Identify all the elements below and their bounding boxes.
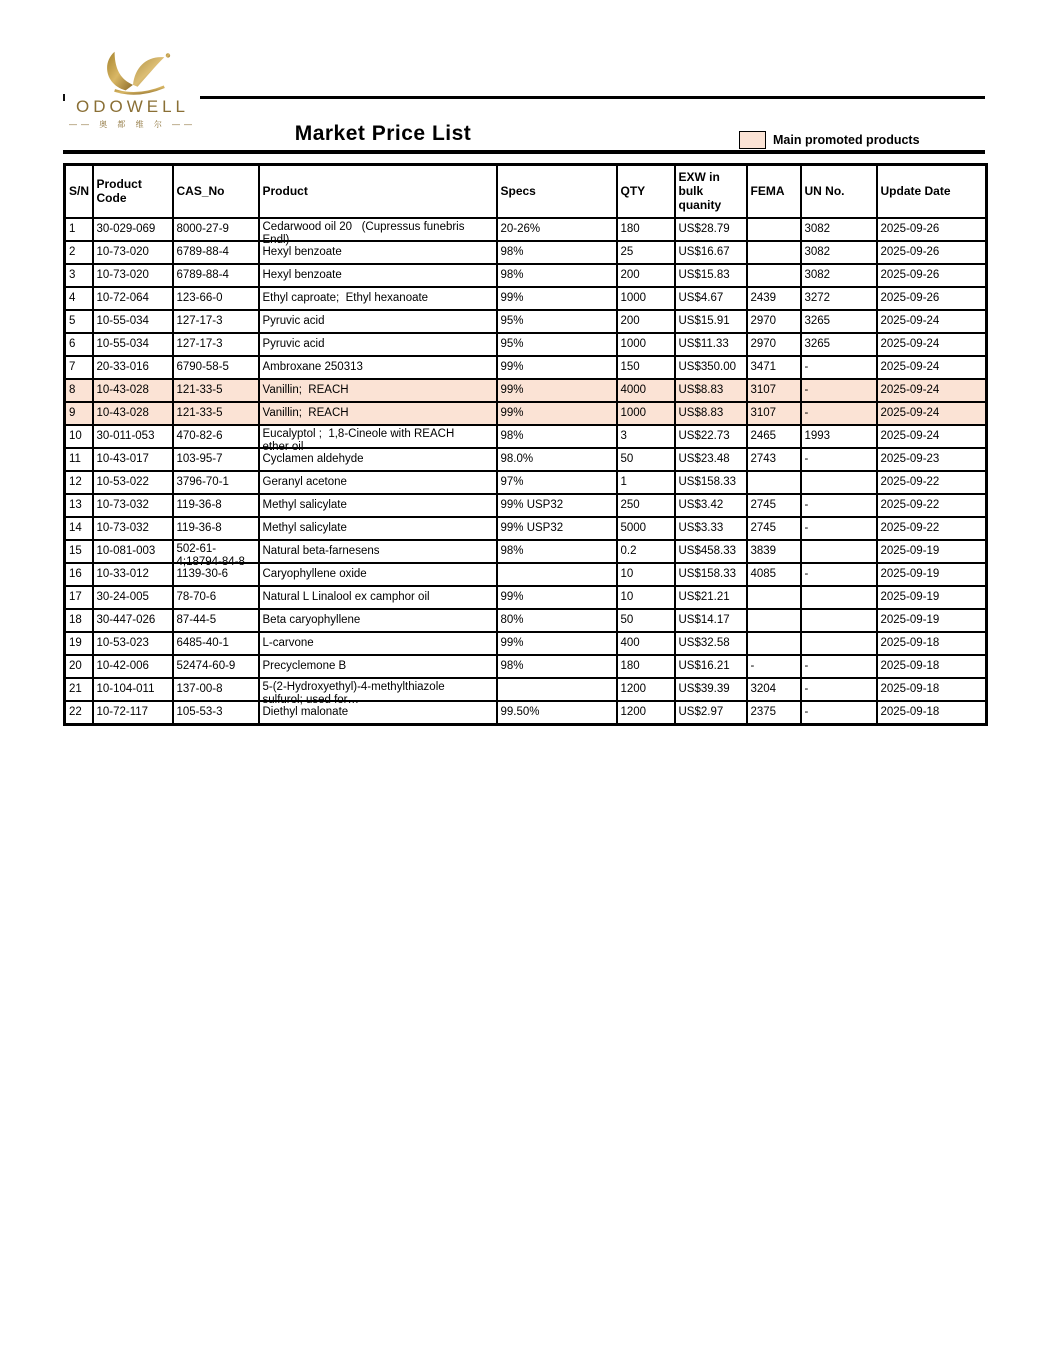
cell-update-date: 2025-09-26 bbox=[877, 241, 987, 264]
cell-qty: 1200 bbox=[617, 701, 675, 725]
cell-specs: 95% bbox=[497, 310, 617, 333]
cell-un-no: 3082 bbox=[801, 264, 877, 287]
cell-product: Vanillin; REACH bbox=[259, 402, 497, 425]
cell-qty: 400 bbox=[617, 632, 675, 655]
cell-product-code: 10-42-006 bbox=[93, 655, 173, 678]
cell-un-no: 3082 bbox=[801, 241, 877, 264]
cell-un-no: - bbox=[801, 494, 877, 517]
cell-cas-no: 502-61- 4;18794-84-8 bbox=[173, 540, 259, 563]
cell-fema: 3204 bbox=[747, 678, 801, 701]
cell-un-no: - bbox=[801, 563, 877, 586]
cell-cas-no: 1139-30-6 bbox=[173, 563, 259, 586]
cell-specs: 98% bbox=[497, 655, 617, 678]
cell-un-no: - bbox=[801, 448, 877, 471]
cell-qty: 1200 bbox=[617, 678, 675, 701]
table-row bbox=[65, 287, 987, 310]
table-row bbox=[65, 425, 987, 448]
cell-cas-no: 6485-40-1 bbox=[173, 632, 259, 655]
cell-cas-no: 87-44-5 bbox=[173, 609, 259, 632]
cell-cas-no: 103-95-7 bbox=[173, 448, 259, 471]
cell-fema bbox=[747, 471, 801, 494]
cell-product-code: 10-55-034 bbox=[93, 333, 173, 356]
cell-specs: 20-26% bbox=[497, 218, 617, 241]
cell-update-date: 2025-09-19 bbox=[877, 609, 987, 632]
cell-un-no: - bbox=[801, 402, 877, 425]
cell-sn: 8 bbox=[65, 379, 93, 402]
cell-update-date: 2025-09-22 bbox=[877, 471, 987, 494]
table-header-row bbox=[65, 165, 987, 218]
legend-label: Main promoted products bbox=[773, 133, 920, 147]
cell-exw-price: US$15.91 bbox=[675, 310, 747, 333]
cell-product: L-carvone bbox=[259, 632, 497, 655]
cell-specs: 99% bbox=[497, 632, 617, 655]
cell-qty: 1000 bbox=[617, 287, 675, 310]
cell-cas-no: 119-36-8 bbox=[173, 517, 259, 540]
cell-update-date: 2025-09-24 bbox=[877, 333, 987, 356]
cell-fema: 2439 bbox=[747, 287, 801, 310]
stray-mark bbox=[63, 94, 65, 101]
cell-update-date: 2025-09-24 bbox=[877, 402, 987, 425]
cell-qty: 0.2 bbox=[617, 540, 675, 563]
cell-qty: 50 bbox=[617, 609, 675, 632]
cell-product-code: 10-43-028 bbox=[93, 379, 173, 402]
cell-product: Pyruvic acid bbox=[259, 333, 497, 356]
cell-qty: 50 bbox=[617, 448, 675, 471]
cell-specs: 98.0% bbox=[497, 448, 617, 471]
cell-cas-no: 119-36-8 bbox=[173, 494, 259, 517]
cell-sn: 3 bbox=[65, 264, 93, 287]
cell-exw-price: US$4.67 bbox=[675, 287, 747, 310]
cell-exw-price: US$39.39 bbox=[675, 678, 747, 701]
cell-qty: 1000 bbox=[617, 333, 675, 356]
page-title: Market Price List bbox=[294, 122, 472, 145]
table-row bbox=[65, 678, 987, 701]
cell-update-date: 2025-09-18 bbox=[877, 632, 987, 655]
cell-exw-price: US$8.83 bbox=[675, 379, 747, 402]
cell-product: Methyl salicylate bbox=[259, 494, 497, 517]
top-rule-line bbox=[200, 96, 985, 99]
col-un-no: UN No. bbox=[801, 165, 877, 218]
cell-update-date: 2025-09-24 bbox=[877, 425, 987, 448]
cell-un-no bbox=[801, 586, 877, 609]
cell-product: Cyclamen aldehyde bbox=[259, 448, 497, 471]
cell-update-date: 2025-09-18 bbox=[877, 678, 987, 701]
cell-qty: 1000 bbox=[617, 402, 675, 425]
cell-exw-price: US$158.33 bbox=[675, 563, 747, 586]
cell-un-no: - bbox=[801, 379, 877, 402]
cell-product: Ambroxane 250313 bbox=[259, 356, 497, 379]
cell-cas-no: 105-53-3 bbox=[173, 701, 259, 725]
cell-product-code: 10-73-020 bbox=[93, 241, 173, 264]
cell-update-date: 2025-09-26 bbox=[877, 264, 987, 287]
cell-update-date: 2025-09-23 bbox=[877, 448, 987, 471]
cell-specs: 99% bbox=[497, 402, 617, 425]
table-row bbox=[65, 563, 987, 586]
cell-fema: 2375 bbox=[747, 701, 801, 725]
cell-fema: 2970 bbox=[747, 333, 801, 356]
cell-qty: 250 bbox=[617, 494, 675, 517]
cell-exw-price: US$11.33 bbox=[675, 333, 747, 356]
cell-update-date: 2025-09-19 bbox=[877, 540, 987, 563]
cell-cas-no: 127-17-3 bbox=[173, 310, 259, 333]
cell-sn: 11 bbox=[65, 448, 93, 471]
cell-cas-no: 52474-60-9 bbox=[173, 655, 259, 678]
cell-product-code: 30-011-053 bbox=[93, 425, 173, 448]
cell-specs: 99% bbox=[497, 287, 617, 310]
cell-un-no: 3265 bbox=[801, 310, 877, 333]
cell-product-code: 10-53-023 bbox=[93, 632, 173, 655]
col-fema: FEMA bbox=[747, 165, 801, 218]
cell-fema bbox=[747, 609, 801, 632]
cell-cas-no: 127-17-3 bbox=[173, 333, 259, 356]
cell-product: Ethyl caproate; Ethyl hexanoate bbox=[259, 287, 497, 310]
cell-specs: 99% bbox=[497, 379, 617, 402]
cell-sn: 20 bbox=[65, 655, 93, 678]
cell-exw-price: US$21.21 bbox=[675, 586, 747, 609]
brand-flower-icon bbox=[87, 48, 179, 96]
table-row bbox=[65, 517, 987, 540]
cell-product-code: 10-73-020 bbox=[93, 264, 173, 287]
cell-sn: 9 bbox=[65, 402, 93, 425]
brand-name: ODOWELL bbox=[75, 97, 190, 116]
cell-sn: 2 bbox=[65, 241, 93, 264]
cell-product: Caryophyllene oxide bbox=[259, 563, 497, 586]
legend bbox=[739, 131, 920, 149]
cell-sn: 14 bbox=[65, 517, 93, 540]
cell-un-no: 3265 bbox=[801, 333, 877, 356]
cell-sn: 10 bbox=[65, 425, 93, 448]
cell-product-code: 10-72-064 bbox=[93, 287, 173, 310]
cell-sn: 17 bbox=[65, 586, 93, 609]
cell-product-code: 10-43-017 bbox=[93, 448, 173, 471]
cell-product: Precyclemone B bbox=[259, 655, 497, 678]
price-table-container bbox=[63, 163, 985, 726]
cell-specs: 99.50% bbox=[497, 701, 617, 725]
cell-cas-no: 6790-58-5 bbox=[173, 356, 259, 379]
cell-qty: 25 bbox=[617, 241, 675, 264]
cell-cas-no: 6789-88-4 bbox=[173, 264, 259, 287]
cell-fema: 3107 bbox=[747, 402, 801, 425]
cell-update-date: 2025-09-22 bbox=[877, 494, 987, 517]
cell-un-no bbox=[801, 471, 877, 494]
cell-qty: 200 bbox=[617, 264, 675, 287]
cell-exw-price: US$15.83 bbox=[675, 264, 747, 287]
cell-product-code: 30-24-005 bbox=[93, 586, 173, 609]
cell-exw-price: US$2.97 bbox=[675, 701, 747, 725]
cell-exw-price: US$3.42 bbox=[675, 494, 747, 517]
cell-specs: 80% bbox=[497, 609, 617, 632]
cell-exw-price: US$23.48 bbox=[675, 448, 747, 471]
cell-exw-price: US$3.33 bbox=[675, 517, 747, 540]
cell-cas-no: 123-66-0 bbox=[173, 287, 259, 310]
table-row bbox=[65, 402, 987, 425]
cell-product-code: 10-081-003 bbox=[93, 540, 173, 563]
cell-fema: 2743 bbox=[747, 448, 801, 471]
price-table bbox=[63, 163, 988, 726]
cell-exw-price: US$28.79 bbox=[675, 218, 747, 241]
cell-fema: 4085 bbox=[747, 563, 801, 586]
cell-specs: 97% bbox=[497, 471, 617, 494]
table-row bbox=[65, 609, 987, 632]
cell-fema bbox=[747, 586, 801, 609]
cell-update-date: 2025-09-24 bbox=[877, 379, 987, 402]
cell-qty: 10 bbox=[617, 586, 675, 609]
cell-qty: 5000 bbox=[617, 517, 675, 540]
table-row bbox=[65, 494, 987, 517]
cell-product: Beta caryophyllene bbox=[259, 609, 497, 632]
cell-update-date: 2025-09-18 bbox=[877, 655, 987, 678]
cell-sn: 13 bbox=[65, 494, 93, 517]
cell-fema: - bbox=[747, 655, 801, 678]
cell-update-date: 2025-09-26 bbox=[877, 218, 987, 241]
col-cas-no: CAS_No bbox=[173, 165, 259, 218]
cell-product: Natural L Linalool ex camphor oil bbox=[259, 586, 497, 609]
table-row bbox=[65, 586, 987, 609]
cell-specs bbox=[497, 563, 617, 586]
cell-specs: 99% USP32 bbox=[497, 494, 617, 517]
cell-product: Geranyl acetone bbox=[259, 471, 497, 494]
cell-exw-price: US$22.73 bbox=[675, 425, 747, 448]
brand-chinese-name: —— 奥 都 维 尔 —— bbox=[68, 120, 197, 129]
cell-update-date: 2025-09-19 bbox=[877, 586, 987, 609]
cell-qty: 10 bbox=[617, 563, 675, 586]
cell-qty: 180 bbox=[617, 655, 675, 678]
cell-product: Hexyl benzoate bbox=[259, 241, 497, 264]
cell-qty: 150 bbox=[617, 356, 675, 379]
cell-update-date: 2025-09-26 bbox=[877, 287, 987, 310]
cell-exw-price: US$8.83 bbox=[675, 402, 747, 425]
cell-product: Natural beta-farnesens bbox=[259, 540, 497, 563]
cell-cas-no: 8000-27-9 bbox=[173, 218, 259, 241]
cell-product: Methyl salicylate bbox=[259, 517, 497, 540]
cell-un-no bbox=[801, 540, 877, 563]
cell-product-code: 30-029-069 bbox=[93, 218, 173, 241]
cell-update-date: 2025-09-19 bbox=[877, 563, 987, 586]
cell-fema bbox=[747, 241, 801, 264]
table-row bbox=[65, 241, 987, 264]
cell-un-no bbox=[801, 632, 877, 655]
table-row bbox=[65, 356, 987, 379]
cell-un-no: 1993 bbox=[801, 425, 877, 448]
cell-product-code: 10-104-011 bbox=[93, 678, 173, 701]
cell-sn: 21 bbox=[65, 678, 93, 701]
col-product: Product bbox=[259, 165, 497, 218]
cell-product-code: 10-53-022 bbox=[93, 471, 173, 494]
legend-color-swatch bbox=[739, 131, 766, 149]
table-row bbox=[65, 632, 987, 655]
cell-update-date: 2025-09-24 bbox=[877, 310, 987, 333]
cell-cas-no: 6789-88-4 bbox=[173, 241, 259, 264]
cell-sn: 12 bbox=[65, 471, 93, 494]
cell-specs: 99% USP32 bbox=[497, 517, 617, 540]
table-row bbox=[65, 379, 987, 402]
cell-fema bbox=[747, 264, 801, 287]
cell-cas-no: 470-82-6 bbox=[173, 425, 259, 448]
cell-un-no: 3082 bbox=[801, 218, 877, 241]
cell-sn: 15 bbox=[65, 540, 93, 563]
cell-un-no: - bbox=[801, 701, 877, 725]
table-row bbox=[65, 333, 987, 356]
cell-un-no: - bbox=[801, 356, 877, 379]
table-row bbox=[65, 471, 987, 494]
table-row bbox=[65, 540, 987, 563]
cell-fema: 3471 bbox=[747, 356, 801, 379]
cell-sn: 7 bbox=[65, 356, 93, 379]
cell-product: Eucalyptol ; 1,8-Cineole with REACH ether oil bbox=[259, 425, 497, 448]
cell-product-code: 10-33-012 bbox=[93, 563, 173, 586]
cell-product-code: 20-33-016 bbox=[93, 356, 173, 379]
cell-specs bbox=[497, 678, 617, 701]
cell-exw-price: US$16.67 bbox=[675, 241, 747, 264]
cell-un-no bbox=[801, 609, 877, 632]
col-specs: Specs bbox=[497, 165, 617, 218]
cell-exw-price: US$14.17 bbox=[675, 609, 747, 632]
col-exw: EXW in bulk quanity bbox=[675, 165, 747, 218]
cell-cas-no: 3796-70-1 bbox=[173, 471, 259, 494]
cell-update-date: 2025-09-18 bbox=[877, 701, 987, 725]
cell-fema: 2745 bbox=[747, 494, 801, 517]
cell-qty: 200 bbox=[617, 310, 675, 333]
cell-fema: 2465 bbox=[747, 425, 801, 448]
col-update-date: Update Date bbox=[877, 165, 987, 218]
cell-product-code: 10-73-032 bbox=[93, 494, 173, 517]
cell-product: Cedarwood oil 20 (Cupressus funebris Endl) bbox=[259, 218, 497, 241]
cell-exw-price: US$458.33 bbox=[675, 540, 747, 563]
cell-exw-price: US$16.21 bbox=[675, 655, 747, 678]
cell-fema bbox=[747, 632, 801, 655]
cell-cas-no: 78-70-6 bbox=[173, 586, 259, 609]
cell-qty: 4000 bbox=[617, 379, 675, 402]
cell-cas-no: 137-00-8 bbox=[173, 678, 259, 701]
cell-sn: 19 bbox=[65, 632, 93, 655]
cell-specs: 95% bbox=[497, 333, 617, 356]
table-body bbox=[65, 218, 987, 725]
table-row bbox=[65, 218, 987, 241]
cell-specs: 99% bbox=[497, 586, 617, 609]
cell-qty: 1 bbox=[617, 471, 675, 494]
cell-fema: 2970 bbox=[747, 310, 801, 333]
cell-update-date: 2025-09-24 bbox=[877, 356, 987, 379]
title-rule-line bbox=[63, 150, 985, 154]
cell-product: Diethyl malonate bbox=[259, 701, 497, 725]
table-row bbox=[65, 448, 987, 471]
cell-sn: 1 bbox=[65, 218, 93, 241]
cell-un-no: - bbox=[801, 678, 877, 701]
cell-sn: 6 bbox=[65, 333, 93, 356]
cell-specs: 98% bbox=[497, 264, 617, 287]
cell-product-code: 10-73-032 bbox=[93, 517, 173, 540]
table-row bbox=[65, 701, 987, 725]
cell-sn: 18 bbox=[65, 609, 93, 632]
cell-sn: 5 bbox=[65, 310, 93, 333]
cell-cas-no: 121-33-5 bbox=[173, 402, 259, 425]
cell-fema: 2745 bbox=[747, 517, 801, 540]
cell-fema: 3839 bbox=[747, 540, 801, 563]
table-row bbox=[65, 310, 987, 333]
cell-product: Hexyl benzoate bbox=[259, 264, 497, 287]
cell-specs: 98% bbox=[497, 540, 617, 563]
col-qty: QTY bbox=[617, 165, 675, 218]
cell-product: Pyruvic acid bbox=[259, 310, 497, 333]
cell-exw-price: US$158.33 bbox=[675, 471, 747, 494]
cell-un-no: - bbox=[801, 517, 877, 540]
cell-specs: 98% bbox=[497, 241, 617, 264]
cell-fema: 3107 bbox=[747, 379, 801, 402]
col-sn: S/N bbox=[65, 165, 93, 218]
cell-qty: 3 bbox=[617, 425, 675, 448]
cell-sn: 16 bbox=[65, 563, 93, 586]
cell-qty: 180 bbox=[617, 218, 675, 241]
cell-product-code: 30-447-026 bbox=[93, 609, 173, 632]
cell-specs: 99% bbox=[497, 356, 617, 379]
cell-cas-no: 121-33-5 bbox=[173, 379, 259, 402]
cell-exw-price: US$32.58 bbox=[675, 632, 747, 655]
cell-sn: 22 bbox=[65, 701, 93, 725]
logo bbox=[60, 48, 205, 130]
cell-fema bbox=[747, 218, 801, 241]
cell-product: 5-(2-Hydroxyethyl)-4-methylthiazole sulfurol; used for… bbox=[259, 678, 497, 701]
cell-product: Vanillin; REACH bbox=[259, 379, 497, 402]
cell-exw-price: US$350.00 bbox=[675, 356, 747, 379]
cell-update-date: 2025-09-22 bbox=[877, 517, 987, 540]
cell-product-code: 10-55-034 bbox=[93, 310, 173, 333]
table-row bbox=[65, 655, 987, 678]
cell-product-code: 10-43-028 bbox=[93, 402, 173, 425]
cell-sn: 4 bbox=[65, 287, 93, 310]
cell-product-code: 10-72-117 bbox=[93, 701, 173, 725]
table-row bbox=[65, 264, 987, 287]
cell-un-no: - bbox=[801, 655, 877, 678]
col-product-code: Product Code bbox=[93, 165, 173, 218]
cell-specs: 98% bbox=[497, 425, 617, 448]
cell-un-no: 3272 bbox=[801, 287, 877, 310]
